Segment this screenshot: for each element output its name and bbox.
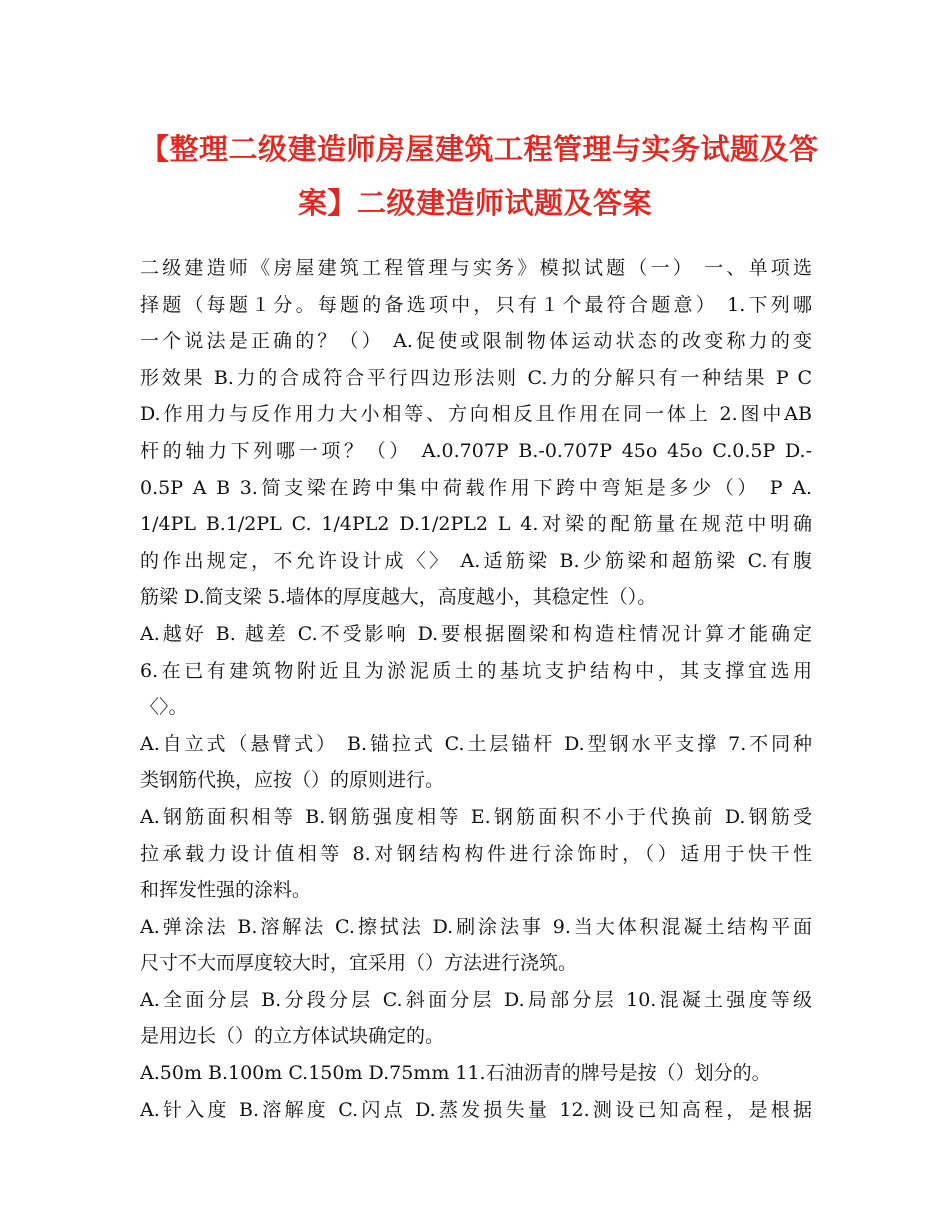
body-line: 〈〉。 (140, 696, 188, 719)
title-line-1: 【整理二级建造师房屋建筑工程管理与实务试题及答 (140, 132, 819, 166)
body-line: A.50m B.100m C.150m D.75mm 11.石油沥青的牌号是按（）划分的。 (140, 1062, 771, 1085)
body-line: D.作用力与反作用力大小相等、方向相反且作用在同一体上 2.图中AB (140, 403, 812, 426)
body-line: 拉承载力设计值相等 8.对钢结构构件进行涂饰时，（）适用于快干性 (140, 842, 812, 865)
body-line: 1/4PL B.1/2PL C. 1/4PL2 D.1/2PL2 L 4.对梁的配筋量在规范中明确 (140, 513, 812, 536)
body-line: 是用边长（）的立方体试块确定的。 (140, 1025, 445, 1048)
body-line: A.针入度 B.溶解度 C.闪点 D.蒸发损失量 12.测设已知高程，是根据 (140, 1098, 812, 1121)
body-line: 择题（每题１分。每题的备选项中，只有１个最符合题意） 1.下列哪 (140, 293, 812, 316)
title-line-2: 案】二级建造师试题及答案 (297, 186, 652, 220)
body-line: A.越好 B. 越差 C.不受影响 D.要根据圈梁和构造柱情况计算才能确定 (140, 622, 812, 645)
body-line: 筋梁 D.简支梁 5.墙体的厚度越大，高度越小，其稳定性（）。 (140, 586, 657, 609)
document-title (140, 122, 819, 230)
body-line: 形效果 B.力的合成符合平行四边形法则 C.力的分解只有一种结果 P C (140, 366, 812, 389)
body-line: 尺寸不大而厚度较大时，宜采用（）方法进行浇筑。 (140, 952, 578, 975)
body-line: 6.在已有建筑物附近且为淤泥质土的基坑支护结构中，其支撑宜选用 (140, 659, 812, 682)
body-line: A.自立式（悬臂式） B.锚拉式 C.土层锚杆 D.型钢水平支撑 7.不同种 (140, 732, 812, 755)
body-line: 0.5P A B 3.简支梁在跨中集中荷载作用下跨中弯矩是多少（） P A. (140, 476, 812, 499)
body-line: A.全面分层 B.分段分层 C.斜面分层 D.局部分层 10.混凝土强度等级 (140, 988, 812, 1011)
document-body (140, 250, 812, 1128)
body-line: 类钢筋代换，应按（）的原则进行。 (140, 769, 445, 792)
body-line: 的作出规定，不允许设计成〈〉 A.适筋梁 B.少筋梁和超筋梁 C.有腹 (140, 549, 812, 572)
body-line: A.弹涂法 B.溶解法 C.擦拭法 D.刷涂法事 9.当大体积混凝土结构平面 (140, 915, 812, 938)
body-line: 一个说法是正确的？（） A.促使或限制物体运动状态的改变称力的变 (140, 330, 812, 353)
body-line: 二级建造师《房屋建筑工程管理与实务》模拟试题（一） 一、单项选 (140, 257, 812, 279)
body-line: 杆的轴力下列哪一项？（） A.0.707P B.-0.707P 45o 45o C.0.5P D.- (140, 439, 812, 462)
body-line: A.钢筋面积相等 B.钢筋强度相等 E.钢筋面积不小于代换前 D.钢筋受 (140, 805, 812, 828)
body-line: 和挥发性强的涂料。 (140, 879, 312, 902)
